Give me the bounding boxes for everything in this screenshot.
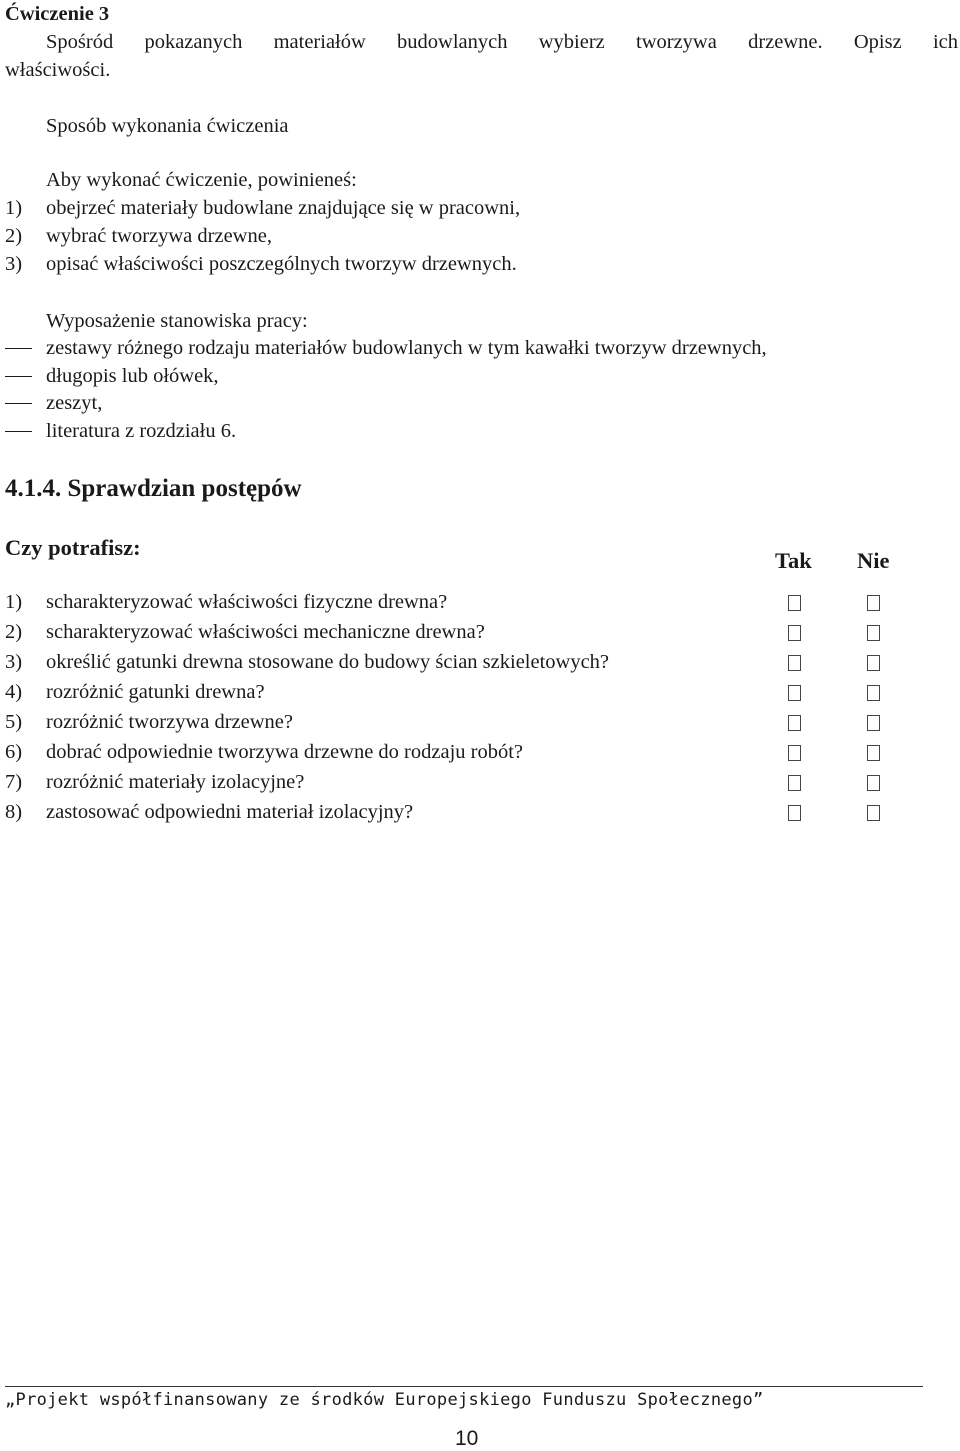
- checkbox-yes[interactable]: [788, 715, 801, 731]
- dash-bullet-icon: [5, 376, 32, 377]
- checkbox-yes[interactable]: [788, 775, 801, 791]
- question-text: rozróżnić tworzywa drzewne?: [46, 711, 294, 733]
- list-item: [0, 336, 960, 360]
- step-number: 1): [5, 197, 23, 219]
- checkbox-yes[interactable]: [788, 625, 801, 641]
- dash-bullet-icon: [5, 431, 32, 432]
- list-item: [0, 364, 960, 388]
- footer-divider: [5, 1386, 923, 1387]
- step-number: 3): [5, 253, 23, 275]
- equipment-text: zestawy różnego rodzaju materiałów budowlanych w tym kawałki tworzyw drzewnych,: [46, 337, 767, 359]
- question-number: 8): [5, 801, 23, 823]
- question-text: scharakteryzować właściwości mechaniczne drewna?: [46, 621, 485, 643]
- checkbox-yes[interactable]: [788, 655, 801, 671]
- question-text: dobrać odpowiednie tworzywa drzewne do rodzaju robót?: [46, 741, 524, 763]
- checkbox-no[interactable]: [867, 805, 880, 821]
- exercise-title: Ćwiczenie 3: [5, 3, 110, 25]
- question-text: scharakteryzować właściwości fizyczne drewna?: [46, 591, 448, 613]
- step-number: 2): [5, 225, 23, 247]
- table-row: [0, 680, 960, 706]
- footer-text: „Projekt współfinansowany ze środków Europejskiego Funduszu Społecznego”: [5, 1390, 764, 1410]
- section-title: 4.1.4. Sprawdzian postępów: [5, 475, 302, 502]
- table-row: [0, 710, 960, 736]
- checkbox-no[interactable]: [867, 745, 880, 761]
- task-text-line1: Spośród pokazanych materiałów budowlanych wybierz tworzywa drzewne. Opisz ich: [46, 31, 958, 53]
- equipment-text: zeszyt,: [46, 392, 103, 414]
- step-text: obejrzeć materiały budowlane znajdujące się w pracowni,: [46, 197, 521, 219]
- table-row: [0, 620, 960, 646]
- dash-bullet-icon: [5, 403, 32, 404]
- step-text: wybrać tworzywa drzewne,: [46, 225, 272, 247]
- question-number: 4): [5, 681, 23, 703]
- table-row: [0, 740, 960, 766]
- question-text: rozróżnić gatunki drewna?: [46, 681, 265, 703]
- question-number: 1): [5, 591, 23, 613]
- list-item: [0, 419, 960, 443]
- question-number: 3): [5, 651, 23, 673]
- equipment-heading: Wyposażenie stanowiska pracy:: [46, 310, 308, 332]
- checkbox-yes[interactable]: [788, 745, 801, 761]
- equipment-text: literatura z rozdziału 6.: [46, 420, 237, 442]
- column-header-yes: Tak: [775, 548, 812, 573]
- question-number: 6): [5, 741, 23, 763]
- task-text-line2: właściwości.: [5, 59, 111, 81]
- list-item: [0, 391, 960, 415]
- question-text: rozróżnić materiały izolacyjne?: [46, 771, 305, 793]
- column-header-no: Nie: [857, 548, 890, 573]
- checkbox-yes[interactable]: [788, 685, 801, 701]
- question-number: 5): [5, 711, 23, 733]
- table-row: [0, 800, 960, 826]
- checkbox-no[interactable]: [867, 625, 880, 641]
- question-number: 7): [5, 771, 23, 793]
- question-heading: Czy potrafisz:: [5, 535, 141, 560]
- equipment-text: długopis lub ołówek,: [46, 365, 219, 387]
- checkbox-no[interactable]: [867, 655, 880, 671]
- checkbox-yes[interactable]: [788, 595, 801, 611]
- checkbox-no[interactable]: [867, 775, 880, 791]
- checkbox-yes[interactable]: [788, 805, 801, 821]
- checkbox-no[interactable]: [867, 715, 880, 731]
- page-number: 10: [455, 1427, 479, 1450]
- table-row: [0, 650, 960, 676]
- table-row: [0, 770, 960, 796]
- checkbox-no[interactable]: [867, 595, 880, 611]
- question-number: 2): [5, 621, 23, 643]
- dash-bullet-icon: [5, 348, 32, 349]
- step-text: opisać właściwości poszczególnych tworzyw drzewnych.: [46, 253, 517, 275]
- checkbox-no[interactable]: [867, 685, 880, 701]
- method-heading: Sposób wykonania ćwiczenia: [46, 115, 289, 137]
- table-row: [0, 590, 960, 616]
- question-text: zastosować odpowiedni materiał izolacyjny?: [46, 801, 414, 823]
- steps-intro: Aby wykonać ćwiczenie, powinieneś:: [46, 169, 357, 191]
- question-text: określić gatunki drewna stosowane do budowy ścian szkieletowych?: [46, 651, 610, 673]
